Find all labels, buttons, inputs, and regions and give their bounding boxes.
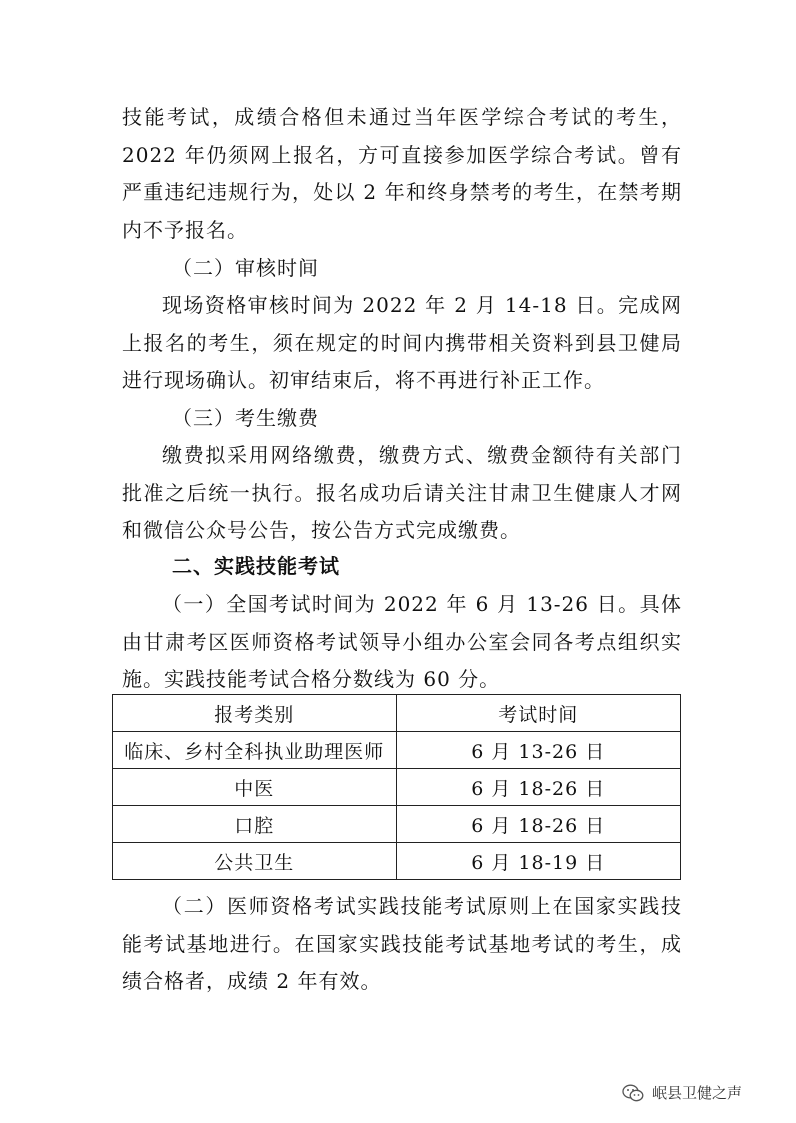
table-header-row bbox=[113, 695, 681, 732]
watermark bbox=[622, 1082, 742, 1103]
table-row bbox=[113, 806, 681, 843]
heading-practical-exam: 二、实践技能考试 bbox=[172, 554, 340, 578]
table-cell-category: 临床、乡村全科执业助理医师 bbox=[113, 732, 397, 769]
exam-schedule-table bbox=[112, 694, 681, 880]
table-cell-category: 中医 bbox=[113, 769, 397, 806]
table-row bbox=[113, 769, 681, 806]
table-cell-time: 6 月 18-26 日 bbox=[396, 769, 681, 806]
table-header-time: 考试时间 bbox=[396, 695, 681, 732]
paragraph-exam-fee: 缴费拟采用网络缴费，缴费方式、缴费金额待有关部门批准之后统一执行。报名成功后请关注甘肃卫生健康人才网和微信公众号公告，按公告方式完成缴费。 bbox=[122, 443, 682, 542]
paragraph-review-time: 现场资格审核时间为 2022 年 2 月 14-18 日。完成网上报名的考生，须在规定的时间内携带相关资料到县卫健局进行现场确认。初审结束后，将不再进行补正工作。 bbox=[122, 293, 682, 392]
table-cell-category: 公共卫生 bbox=[113, 843, 397, 880]
table-row bbox=[113, 732, 681, 769]
table-header-category: 报考类别 bbox=[113, 695, 397, 732]
table-cell-time: 6 月 18-19 日 bbox=[396, 843, 681, 880]
watermark-text: 岷县卫健之声 bbox=[652, 1084, 743, 1102]
paragraph-practical-exam-time: （一）全国考试时间为 2022 年 6 月 13-26 日。具体由甘肃考区医师资格考试领导小组办公室会同各考点组织实施。实践技能考试合格分数线为 60 分。 bbox=[122, 592, 682, 691]
table-cell-time: 6 月 13-26 日 bbox=[396, 732, 681, 769]
table-row bbox=[113, 843, 681, 880]
paragraph-intro: 技能考试，成绩合格但未通过当年医学综合考试的考生，2022 年仍须网上报名，方可直接参加医学综合考试。曾有严重违纪违规行为，处以 2 年和终身禁考的考生，在禁考期内不予报名。 bbox=[122, 105, 682, 242]
table-cell-time: 6 月 18-26 日 bbox=[396, 806, 681, 843]
paragraph-practical-exam-base: （二）医师资格考试实践技能考试原则上在国家实践技能考试基地进行。在国家实践技能考试基地考试的考生，成绩合格者，成绩 2 年有效。 bbox=[122, 894, 682, 993]
heading-exam-fee: （三）考生缴费 bbox=[172, 406, 319, 430]
table-cell-category: 口腔 bbox=[113, 806, 397, 843]
wechat-icon bbox=[622, 1084, 644, 1102]
heading-review-time: （二）审核时间 bbox=[172, 256, 319, 280]
